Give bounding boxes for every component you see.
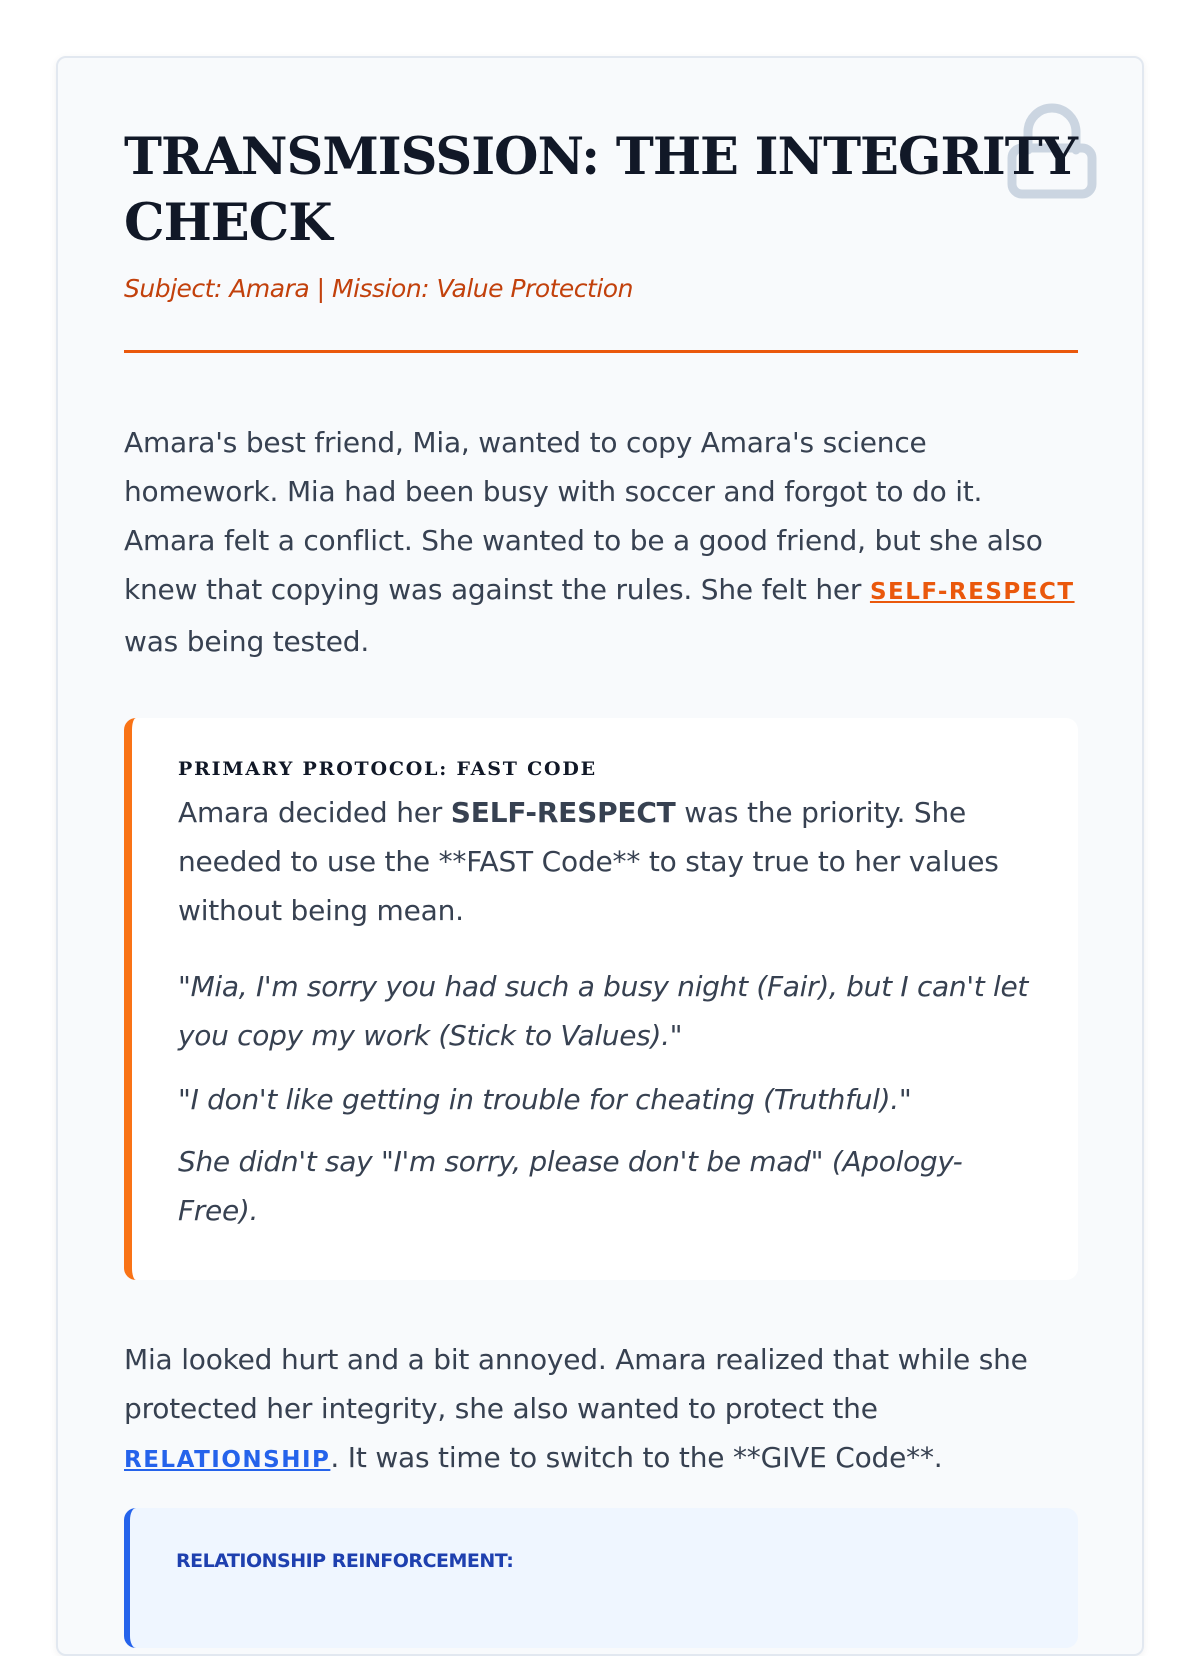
protocol-text-before: Amara decided her bbox=[178, 796, 451, 829]
quote-truthful: "I don't like getting in trouble for cheating (Truthful)." bbox=[178, 1083, 912, 1116]
followup-text-before: Mia looked hurt and a bit annoyed. Amara realized that while she protected her integrity, she also wanted to protect the bbox=[124, 1343, 1028, 1425]
term-relationship-link[interactable]: RELATIONSHIP bbox=[124, 1447, 331, 1473]
primary-protocol-box bbox=[124, 718, 1078, 1280]
primary-protocol-label: PRIMARY PROTOCOL: FAST CODE bbox=[178, 758, 597, 780]
quote-apology-free: She didn't say "I'm sorry, please don't be mad" (Apology-Free). bbox=[178, 1145, 963, 1227]
primary-protocol-text bbox=[178, 788, 1038, 935]
page-subtitle: Subject: Amara | Mission: Value Protection bbox=[124, 274, 633, 303]
relationship-reinforcement-box bbox=[124, 1508, 1078, 1648]
followup-text-after: . It was time to switch to the **GIVE Code**. bbox=[330, 1441, 943, 1474]
quote-fair-values: "Mia, I'm sorry you had such a busy night (Fair), but I can't let you copy my work (Stick to Values)." bbox=[178, 970, 1029, 1052]
title-divider bbox=[124, 350, 1078, 353]
protocol-bold-term: SELF-RESPECT bbox=[450, 796, 676, 829]
intro-paragraph bbox=[124, 418, 1078, 666]
intro-text-before: Amara's best friend, Mia, wanted to copy Amara's science homework. Mia had been busy with soccer and forgot to do it. Amara felt a conflict. She wanted to be a good friend, but she also knew that copying was against the rules. She felt her bbox=[124, 426, 1043, 606]
intro-text-after: was being tested. bbox=[124, 625, 370, 658]
protocol-text-after: was the priority. She needed to use the **FAST Code** to stay true to her values without being mean. bbox=[178, 796, 999, 927]
term-self-respect-link[interactable]: SELF-RESPECT bbox=[869, 579, 1075, 605]
followup-paragraph bbox=[124, 1335, 1078, 1485]
relationship-reinforcement-label: RELATIONSHIP REINFORCEMENT: bbox=[176, 1550, 514, 1572]
page-title: TRANSMISSION: THE INTEGRITY CHECK bbox=[124, 127, 1078, 253]
